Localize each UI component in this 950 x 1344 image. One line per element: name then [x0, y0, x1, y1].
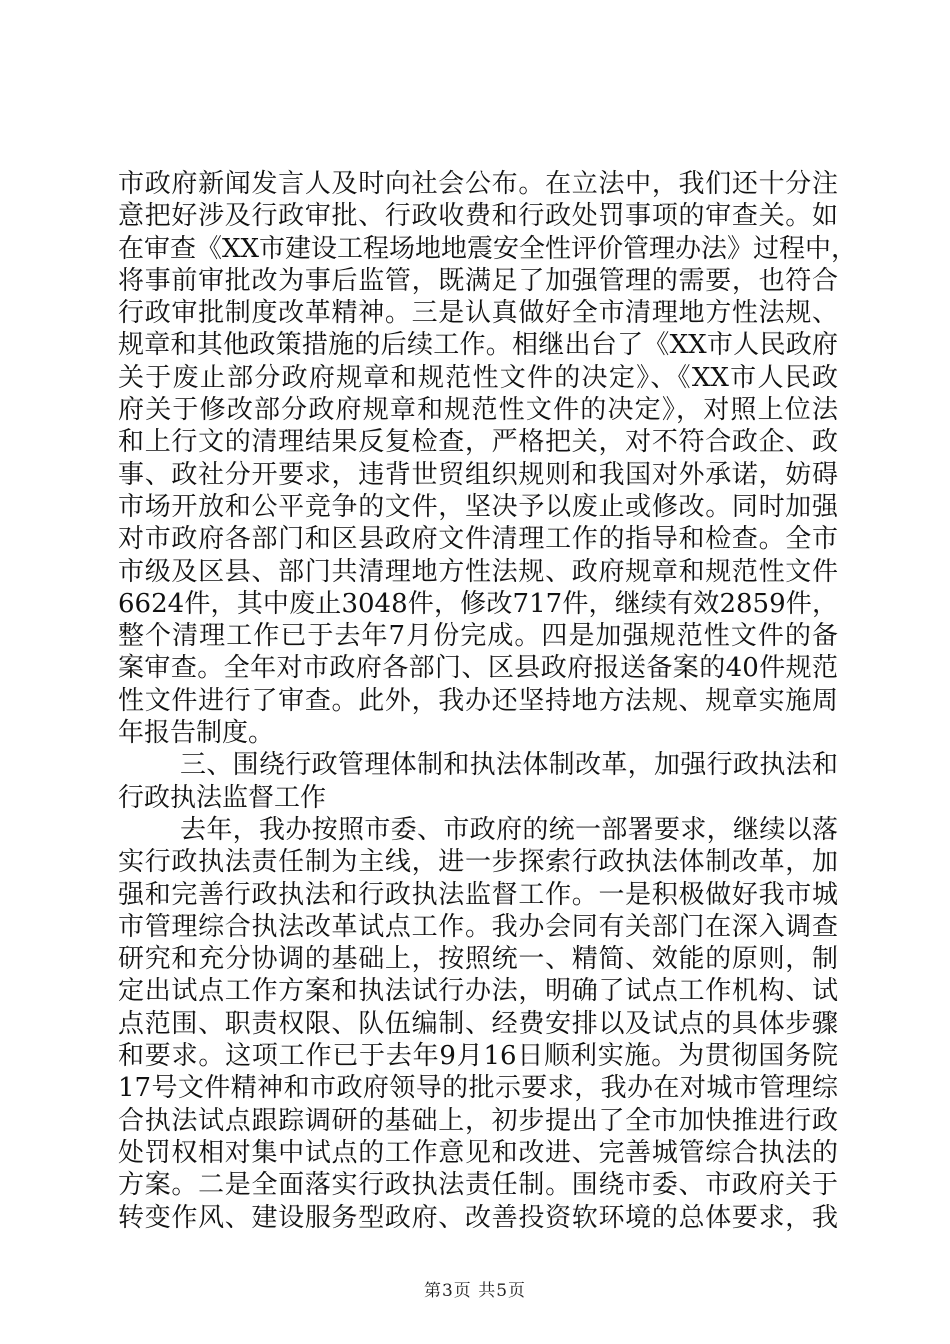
- text-line: 定出试点工作方案和执法试行办法，明确了试点工作机构、试: [118, 976, 838, 1007]
- text-line: 行政审批制度改革精神。三是认真做好全市清理地方性法规、: [118, 298, 838, 329]
- text-line: 实行政执法责任制为主线，进一步探索行政执法体制改革，加: [118, 847, 838, 878]
- text-line: 17号文件精神和市政府领导的批示要求，我办在对城市管理综: [118, 1073, 838, 1104]
- text-line: 整个清理工作已于去年7月份完成。四是加强规范性文件的备: [118, 621, 838, 652]
- text-line: 事、政社分开要求，违背世贸组织规则和我国对外承诺，妨碍: [118, 459, 838, 490]
- text-line: 在审查《XX市建设工程场地地震安全性评价管理办法》过程中，: [118, 233, 858, 264]
- text-line: 强和完善行政执法和行政执法监督工作。一是积极做好我市城: [118, 879, 838, 910]
- text-line: 案审查。全年对市政府各部门、区县政府报送备案的40件规范: [118, 653, 838, 684]
- text-line: 府关于修改部分政府规章和规范性文件的决定》，对照上位法: [118, 395, 838, 426]
- text-line: 关于废止部分政府规章和规范性文件的决定》、《XX市人民政: [118, 362, 838, 393]
- text-line: 去年，我办按照市委、市政府的统一部署要求，继续以落: [180, 814, 838, 845]
- text-line: 市级及区县、部门共清理地方性法规、政府规章和规范性文件: [118, 556, 838, 587]
- page-number-footer: 第3页 共5页: [423, 1281, 527, 1301]
- text-line: 6624件，其中废止3048件，修改717件，继续有效2859件，: [118, 588, 838, 619]
- text-line: 研究和充分协调的基础上，按照统一、精简、效能的原则，制: [118, 944, 838, 975]
- text-line: 方案。二是全面落实行政执法责任制。围绕市委、市政府关于: [118, 1170, 838, 1201]
- document-body: [118, 168, 858, 1234]
- text-line: 市场开放和公平竞争的文件，坚决予以废止或修改。同时加强: [118, 491, 838, 522]
- text-line: 处罚权相对集中试点的工作意见和改进、完善城管综合执法的: [118, 1137, 838, 1168]
- text-line: 性文件进行了审查。此外，我办还坚持地方法规、规章实施周: [118, 685, 838, 716]
- text-line: 对市政府各部门和区县政府文件清理工作的指导和检查。全市: [118, 524, 838, 555]
- text-line: 合执法试点跟踪调研的基础上，初步提出了全市加快推进行政: [118, 1105, 838, 1136]
- text-line: 和上行文的清理结果反复检查，严格把关，对不符合政企、政: [118, 427, 838, 458]
- text-line: 市管理综合执法改革试点工作。我办会同有关部门在深入调查: [118, 911, 838, 942]
- text-line: 规章和其他政策措施的后续工作。相继出台了《XX市人民政府: [118, 330, 838, 361]
- text-line: 市政府新闻发言人及时向社会公布。在立法中，我们还十分注: [118, 169, 838, 199]
- section-heading: 行政执法监督工作: [118, 782, 327, 813]
- text-line: 转变作风、建设服务型政府、改善投资软环境的总体要求，我: [118, 1202, 838, 1233]
- text-line: 和要求。这项工作已于去年9月16日顺利实施。为贯彻国务院: [118, 1041, 838, 1072]
- text-line: 将事前审批改为事后监管，既满足了加强管理的需要，也符合: [118, 265, 838, 296]
- text-line: 点范围、职责权限、队伍编制、经费安排以及试点的具体步骤: [118, 1008, 838, 1039]
- section-heading: 三、围绕行政管理体制和执法体制改革，加强行政执法和: [180, 750, 838, 781]
- text-line: 年报告制度。: [118, 718, 275, 749]
- text-line: 意把好涉及行政审批、行政收费和行政处罚事项的审查关。如: [118, 201, 838, 232]
